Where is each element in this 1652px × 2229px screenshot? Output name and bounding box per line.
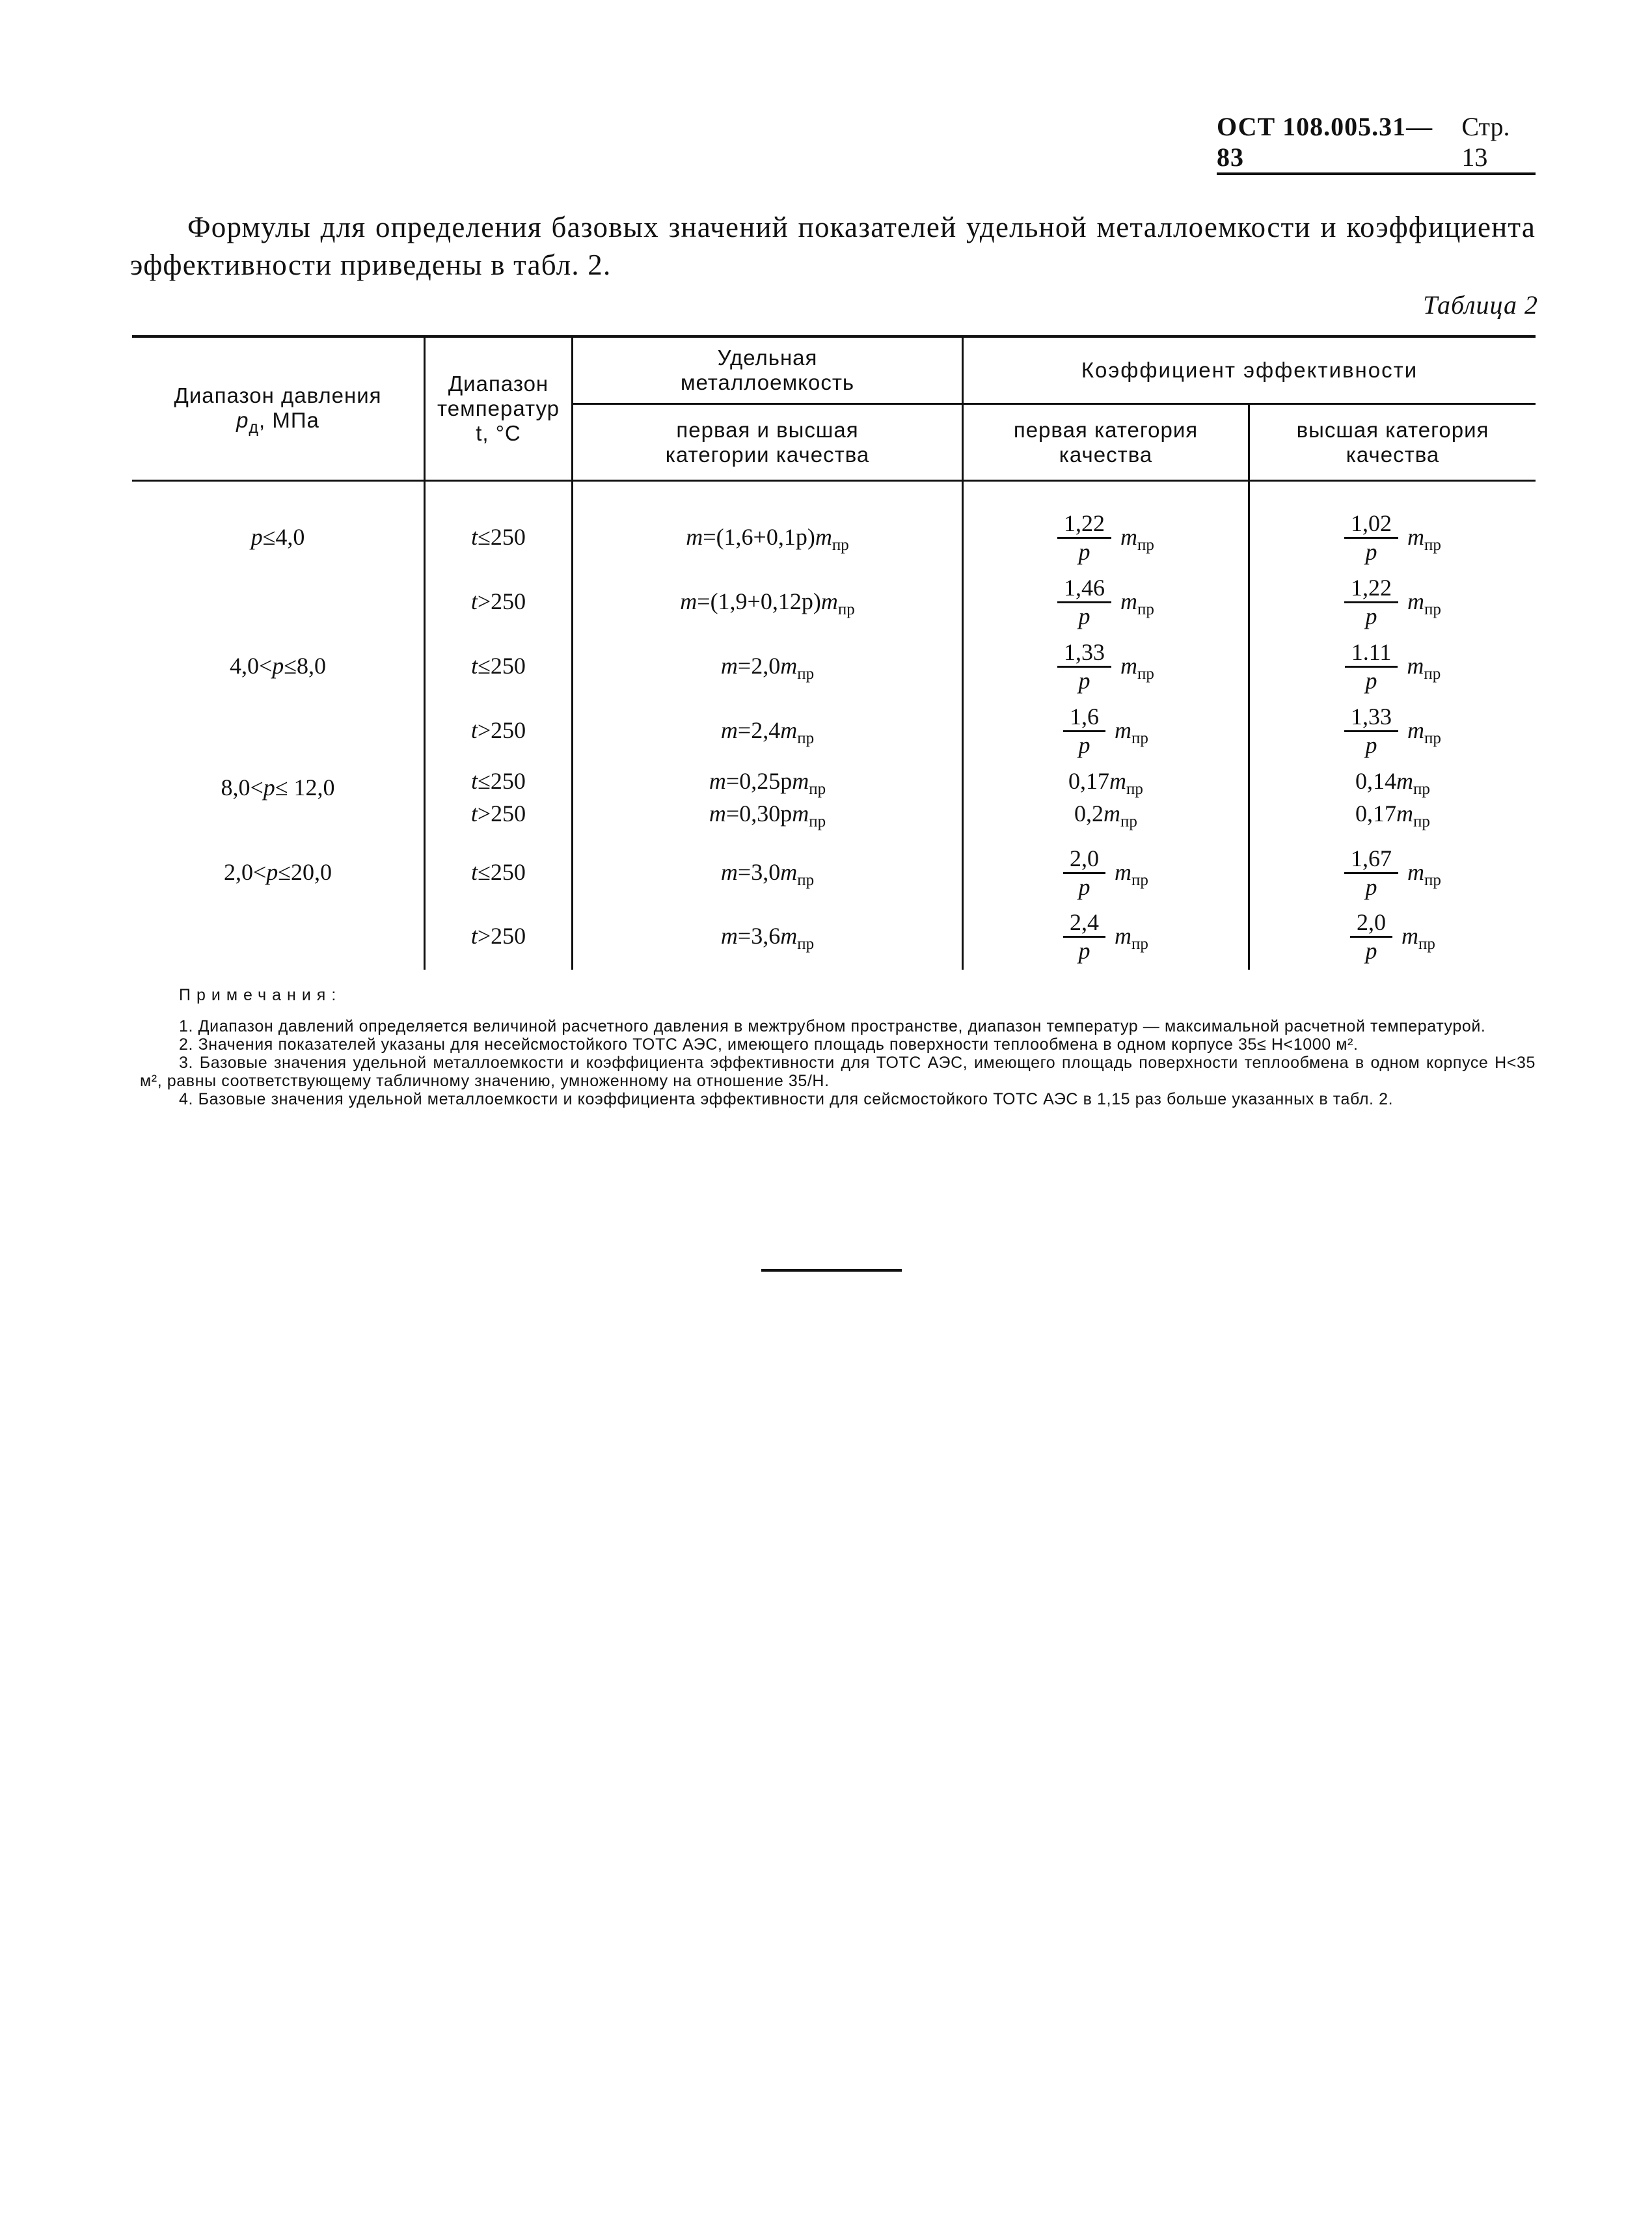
- header-eff-highest: [1250, 405, 1536, 480]
- header-eff-first-line2: качества: [1059, 442, 1153, 467]
- metal-formula-6: m = 0,30p $m_{пр}$: [709, 800, 826, 830]
- header-specific-sub-line2: категории качества: [665, 442, 870, 467]
- header-temp-line2: температур: [437, 396, 560, 420]
- notes-title: Примечания:: [179, 986, 342, 1004]
- temp-cell-6: t > 250: [470, 800, 526, 827]
- fraction: $\frac{2,4}{p}$ $m_{пр}$: [1063, 909, 1148, 964]
- pressure-range-3: 8,0< p ≤ 12,0: [221, 774, 335, 800]
- temp-cell-4: t > 250: [470, 717, 526, 743]
- eff-first-3: [964, 633, 1248, 698]
- eff-first-8: [964, 903, 1248, 968]
- temp-cell-5: t ≤ 250: [471, 768, 526, 794]
- header-efficiency-label: Коэффициент эффективности: [1081, 358, 1418, 382]
- intro-paragraph: Формулы для определения базовых значений показателей удельной металлоемкости и коэффициента эффективности приведены в табл. 2.: [130, 211, 1536, 281]
- temp-cell-3: t ≤ 250: [471, 653, 526, 679]
- metal-formula-7: m = 3,0 $m_{пр}$: [720, 859, 815, 889]
- header-efficiency: [964, 338, 1536, 403]
- header-specific-line2: металлоемкость: [680, 370, 855, 394]
- header-eff-first: [964, 405, 1248, 480]
- note-1: 1. Диапазон давлений определяется величиной расчетного давления в межтрубном пространстве, диапазон температур — максимальной расчетной температурой.: [179, 1017, 1486, 1035]
- header-specific-sub: [573, 405, 962, 480]
- end-rule: [761, 1269, 902, 1272]
- note-4: 4. Базовые значения удельной металлоемкости и коэффициента эффективности для сейсмостойкого ТОТС АЭС в 1,15 раз больше указанных в табл. 2.: [179, 1090, 1394, 1108]
- fraction: $\frac{1,33}{p}$ $m_{пр}$: [1344, 703, 1441, 758]
- header-pressure: [132, 338, 424, 480]
- header-eff-highest-line2: качества: [1346, 442, 1440, 467]
- header-temperature: [426, 338, 571, 480]
- fraction: $\frac{1,22}{p}$ $m_{пр}$: [1057, 510, 1154, 565]
- metal-formula-5: m = 0,25p $m_{пр}$: [709, 768, 826, 798]
- temp-cell-2: t > 250: [470, 588, 526, 614]
- fraction: $\frac{1,67}{p}$ $m_{пр}$: [1344, 845, 1441, 900]
- metal-formula-3: m = 2,0 $m_{пр}$: [720, 653, 815, 683]
- eff-first-2: [964, 569, 1248, 634]
- fraction: $\frac{1,22}{p}$ $m_{пр}$: [1344, 574, 1441, 629]
- eff-highest-1: [1250, 504, 1536, 569]
- temp-cell-1: t ≤ 250: [471, 524, 526, 550]
- fraction: $\frac{1.11}{p}$ $m_{пр}$: [1345, 638, 1441, 694]
- document-number: ОСТ 108.005.31—83: [1217, 112, 1433, 172]
- eff-first-5: 0,17 $m_{пр}$: [1068, 768, 1143, 798]
- fraction: $\frac{1,6}{p}$ $m_{пр}$: [1063, 703, 1148, 758]
- pressure-range-1: p ≤ 4,0: [251, 524, 305, 550]
- table-caption: Таблица 2: [1423, 290, 1538, 320]
- metal-formula-2: m = (1,9+0,12p) $m_{пр}$: [680, 588, 855, 618]
- page-number: Стр. 13: [1461, 112, 1510, 172]
- header-pressure-line1: Диапазон давления: [174, 383, 382, 407]
- temp-cell-8: t > 250: [470, 923, 526, 949]
- metal-formula-8: m = 3,6 $m_{пр}$: [720, 923, 815, 953]
- fraction: $\frac{1,33}{p}$ $m_{пр}$: [1057, 638, 1154, 694]
- header-temp-line3: t, °С: [476, 421, 521, 445]
- header-specific-line1: Удельная: [717, 346, 818, 370]
- header-pressure-line2: $p_д$, МПа: [236, 407, 319, 437]
- header-specific-metal: [573, 338, 962, 403]
- eff-highest-3: [1250, 633, 1536, 698]
- eff-highest-2: [1250, 569, 1536, 634]
- page-header: [1217, 112, 1536, 175]
- header-temp-line1: Диапазон: [448, 372, 549, 396]
- header-bottom-rule: [132, 480, 1536, 482]
- table-2: [132, 335, 1536, 970]
- eff-highest-7: [1250, 840, 1536, 905]
- notes: [140, 986, 1536, 1108]
- pressure-range-4: 2,0< p ≤20,0: [223, 859, 332, 885]
- temp-cell-7: t ≤ 250: [471, 859, 526, 885]
- fraction: $\frac{1,46}{p}$ $m_{пр}$: [1057, 574, 1154, 629]
- header-specific-sub-line1: первая и высшая: [676, 417, 859, 442]
- eff-first-7: [964, 840, 1248, 905]
- pressure-range-2: 4,0< p ≤8,0: [229, 653, 327, 679]
- eff-first-1: [964, 504, 1248, 569]
- metal-formula-1: m = (1,6+0,1p) $m_{пр}$: [686, 524, 849, 554]
- eff-highest-8: [1250, 903, 1536, 968]
- metal-formula-4: m = 2,4 $m_{пр}$: [720, 717, 815, 747]
- eff-first-6: 0,2 $m_{пр}$: [1074, 800, 1137, 830]
- eff-highest-6: 0,17 $m_{пр}$: [1355, 800, 1430, 830]
- header-eff-first-line1: первая категория: [1013, 417, 1198, 442]
- eff-first-4: [964, 698, 1248, 763]
- fraction: $\frac{1,02}{p}$ $m_{пр}$: [1344, 510, 1441, 565]
- note-3: 3. Базовые значения удельной металлоемкости и коэффициента эффективности для ТОТС АЭС, имеющего площадь поверхности теплообмена в одном корпусе H<35 м², равны соответствующему табличному значению, умноженному на отношение 35/H.: [140, 1054, 1536, 1090]
- eff-highest-5: 0,14 $m_{пр}$: [1355, 768, 1430, 798]
- fraction: $\frac{2,0}{p}$ $m_{пр}$: [1350, 909, 1435, 964]
- eff-highest-4: [1250, 698, 1536, 763]
- note-2: 2. Значения показателей указаны для несейсмостойкого ТОТС АЭС, имеющего площадь поверхности теплообмена в одном корпусе 35≤ H<1000 м².: [179, 1035, 1359, 1054]
- fraction: $\frac{2,0}{p}$ $m_{пр}$: [1063, 845, 1148, 900]
- header-eff-highest-line1: высшая категория: [1296, 417, 1489, 442]
